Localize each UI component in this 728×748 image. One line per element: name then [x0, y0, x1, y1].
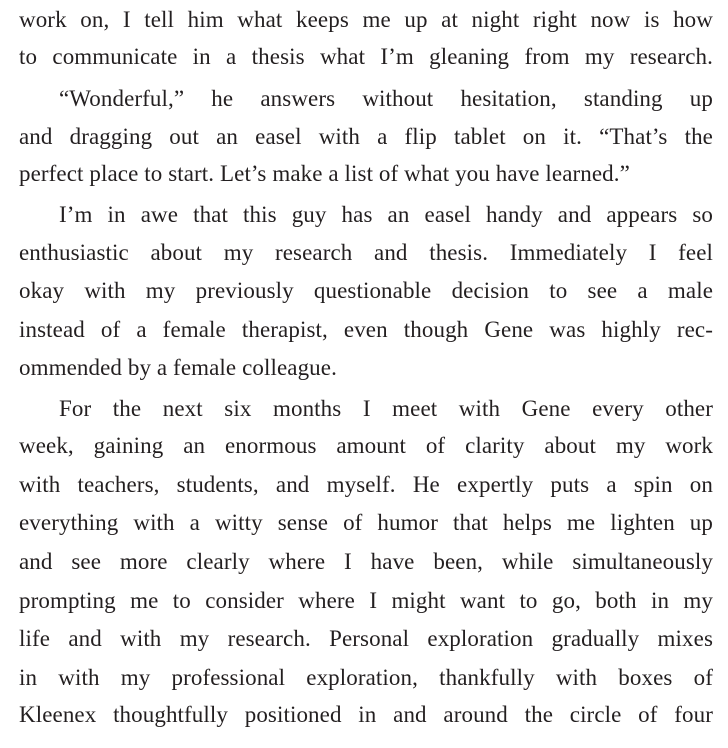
paragraph-last-line: perfect place to start. Let’s make a list of what you have learned.” [19, 161, 630, 186]
paragraph-first-line: I’m in awe that this guy has an easel handy and appears so [59, 202, 713, 227]
text-line: and dragging out an easel with a flip tablet on it. “That’s the [19, 124, 713, 149]
paragraph-last-line: ommended by a female colleague. [19, 355, 337, 380]
text-line: life and with my research. Personal exploration gradually mixes [19, 626, 713, 651]
paragraph-first-line: For the next six months I meet with Gene every other [59, 396, 713, 421]
text-line: enthusiastic about my research and thesis. Immediately I feel [19, 240, 713, 265]
text-line: to communicate in a thesis what I’m gleaning from my research. [19, 44, 713, 69]
text-line: in with my professional exploration, thankfully with boxes of [19, 665, 713, 690]
text-line: Kleenex thoughtfully positioned in and around the circle of four [19, 702, 713, 727]
text-line: okay with my previously questionable decision to see a male [19, 278, 713, 303]
text-line: everything with a witty sense of humor that helps me lighten up [19, 510, 713, 535]
text-line: work on, I tell him what keeps me up at night right now is how [19, 7, 713, 32]
paragraph-first-line: “Wonderful,” he answers without hesitation, standing up [59, 86, 713, 111]
text-line: with teachers, students, and myself. He expertly puts a spin on [19, 472, 713, 497]
text-line: week, gaining an enormous amount of clarity about my work [19, 433, 713, 458]
text-line: prompting me to consider where I might want to go, both in my [19, 588, 713, 613]
text-line: instead of a female therapist, even though Gene was highly rec- [19, 317, 713, 342]
text-line: and see more clearly where I have been, while simultaneously [19, 549, 713, 574]
